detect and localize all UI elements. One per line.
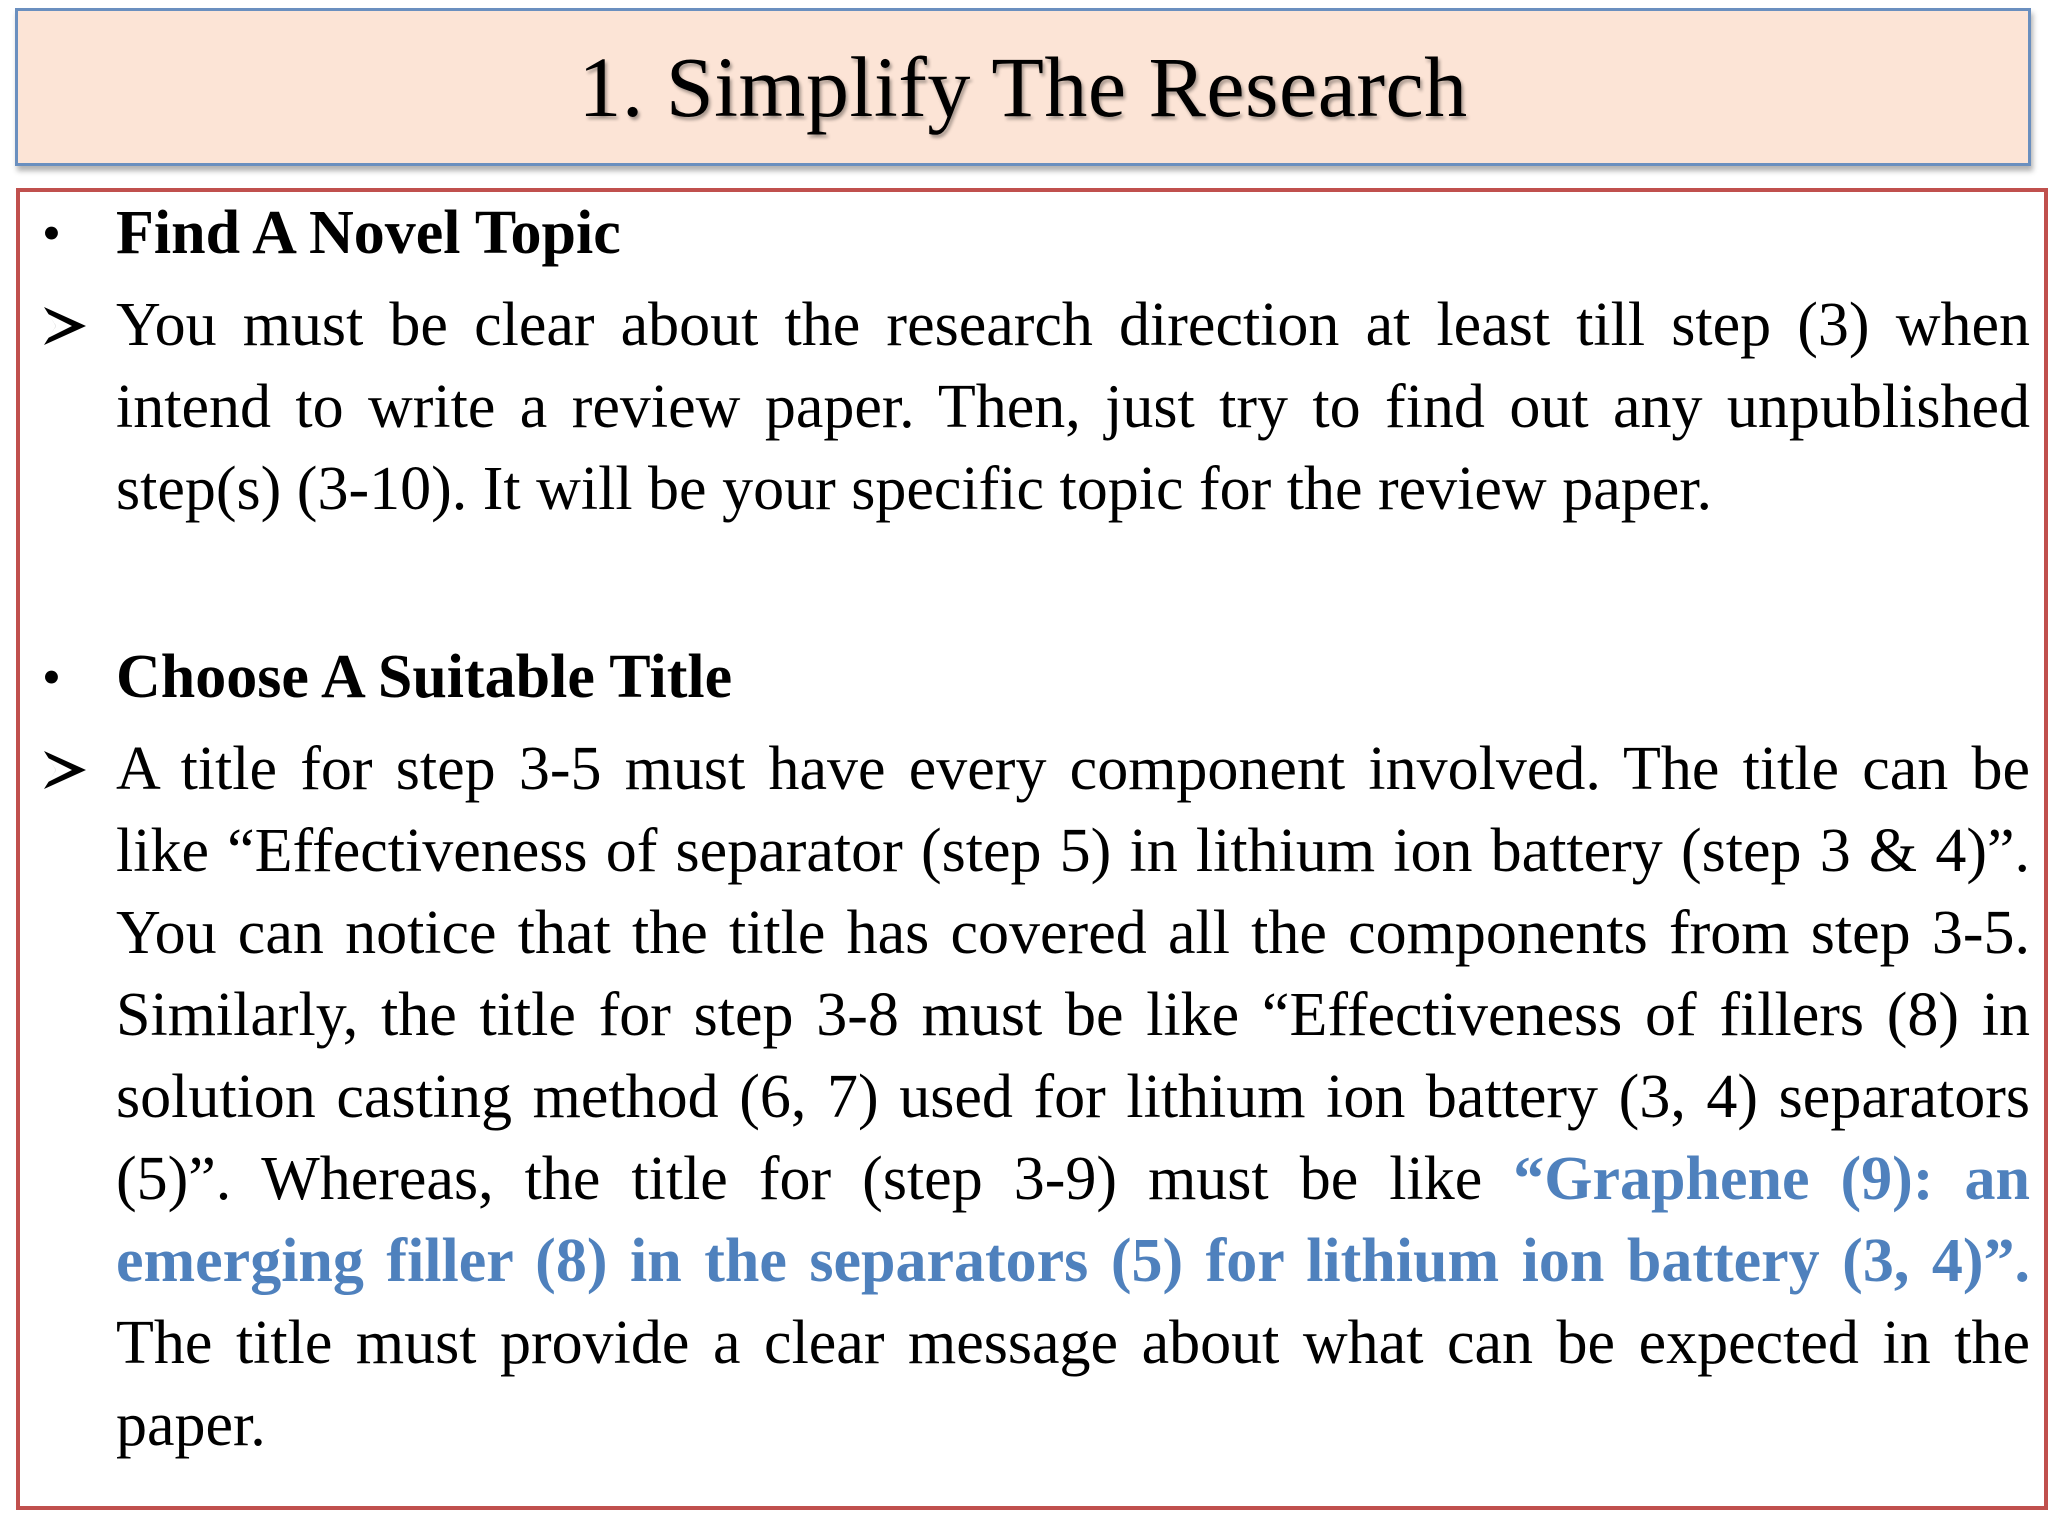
highlighted-example-title: “Graphene (9): an emerging filler (8) in the separators (5) for lithium ion battery (3, 4)”.: [116, 1145, 2030, 1295]
section-heading-item-suitable-title: [20, 636, 2030, 718]
paragraph-suitable-title: [116, 728, 2030, 1466]
section-heading-suitable-title: Choose A Suitable Title: [116, 643, 733, 711]
paragraph-item-suitable-title: [20, 728, 2030, 1508]
paragraph-novel-topic: You must be clear about the research direction at least till step (3) when intend to write a review paper. Then, just try to find out any unpublished step(s) (3-10). It will be your specific topic for the review paper.: [116, 291, 2030, 523]
arrow-bullet-icon: [42, 748, 88, 792]
slide-content-box: [16, 188, 2048, 1510]
paragraph-item-novel-topic: [20, 284, 2030, 614]
paragraph-text-before: A title for step 3-5 must have every component involved. The title can be like “Effectiveness of separator (step 5) in lithium ion battery (step 3 & 4)”. You can notice that the title has covered all the components from step 3-5. Similarly, the title for step 3-8 must be like “Effectiveness of fillers (8) in solution casting method (6, 7) used for lithium ion battery (3, 4) separators (5)”. Whereas, the title for (step 3-9) must be like: [116, 735, 2030, 1213]
section-heading-item-novel-topic: [20, 192, 2030, 274]
arrow-bullet-icon: [42, 304, 88, 348]
paragraph-text-after: The title must provide a clear message about what can be expected in the paper.: [116, 1309, 2030, 1459]
slide-title-box: [15, 8, 2031, 166]
bullet-dot-icon: •: [42, 647, 61, 707]
slide-title: 1. Simplify The Research: [578, 39, 1468, 135]
section-heading-novel-topic: Find A Novel Topic: [116, 199, 621, 267]
bullet-dot-icon: •: [42, 203, 61, 263]
